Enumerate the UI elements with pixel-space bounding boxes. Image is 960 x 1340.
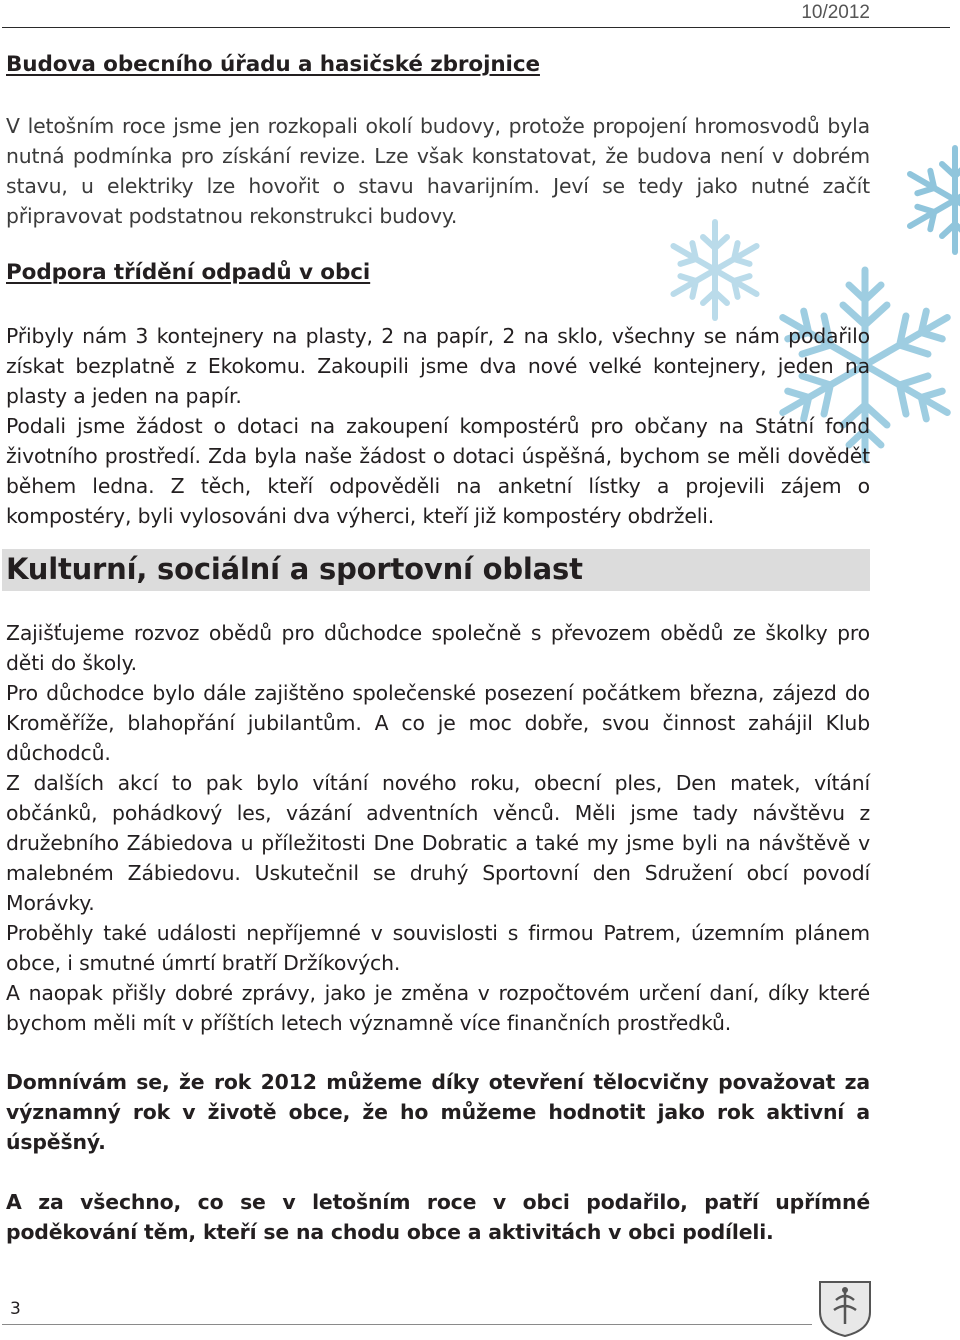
waste-paragraph-1: Přibyly nám 3 kontejnery na plasty, 2 na papír, 2 na sklo, všechny se nám podařilo získat bezplatně z Ekokomu. Zakoupili jsme dva nové velké kontejnery, jeden na plasty a jeden na papír. (6, 324, 870, 408)
culture-paragraph-1: Zajišťujeme rozvoz obědů pro důchodce společně s převozem obědů ze školky pro děti do školy. (6, 621, 870, 675)
village-crest-icon (816, 1278, 874, 1338)
culture-paragraph-2: Pro důchodce bylo dále zajištěno společenské posezení počátkem března, zájezd do Kroměříže, blahopřání jubilantům. A co je moc dobře, svou činnost zahájil Klub důchodců. (6, 681, 870, 765)
section-title-building: Budova obecního úřadu a hasičské zbrojnice (6, 52, 540, 77)
waste-paragraph-2: Podali jsme žádost o dotaci na zakoupení kompostérů pro občany na Státní fond životního prostředí. Zda byla naše žádost o dotaci úspěšná, bychom se měli dovědět během ledna. Z těch, kteří odpověděli na anketní lístky a projevili zájem o kompostéry, byli vylosováni dva výherci, kteří již kompostéry obdrželi. (6, 414, 870, 528)
closing-paragraph-2: A za všechno, co se v letošním roce v obci podařilo, patří upřímné poděkování těm, kteří se na chodu obce a aktivitách v obci podíleli. (6, 1190, 870, 1244)
culture-paragraph-5: A naopak přišly dobré zprávy, jako je změna v rozpočtovém určení daní, díky které bychom měli mít v příštích letech významně více finančních prostředků. (6, 981, 870, 1035)
section-text-building: V letošním roce jsme jen rozkopali okolí budovy, protože propojení hromosvodů byla nutná podmínka pro získání revize. Lze však konstatovat, že budova není v dobrém stavu, u elektriky lze hovořit o stavu havarijním. Jeví se tedy jako nutné začít připravovat podstatnou rekonstrukci budovy. (6, 114, 870, 228)
page-number: 3 (10, 1299, 21, 1319)
culture-paragraph-4: Proběhly také události nepříjemné v souvislosti s firmou Patrem, územním plánem obce, i smutné úmrtí bratří Držíkových. (6, 921, 870, 975)
snowflake-icon-corner (900, 140, 960, 260)
closing-paragraph-1: Domnívám se, že rok 2012 můžeme díky otevření tělocvičny považovat za významný rok v životě obce, že ho můžeme hodnotit jako rok aktivní a úspěšný. (6, 1070, 870, 1154)
issue-number: 10/2012 (801, 2, 870, 23)
section-title-culture: Kulturní, sociální a sportovní oblast (6, 552, 583, 586)
section-title-waste: Podpora třídění odpadů v obci (6, 260, 371, 285)
footer-rule (2, 1324, 812, 1325)
culture-paragraph-3: Z dalších akcí to pak bylo vítání nového roku, obecní ples, Den matek, vítání občánků, pohádkový les, vázání adventních věnců. Měli jsme tady návštěvu z družebního Zábiedova u příležitosti Dne Dobratic a také my jsme byli na návštěvě v malebném Zábiedovu. Uskutečnil se druhý Sportovní den Sdružení obcí povodí Morávky. (6, 771, 870, 915)
section-band (2, 549, 870, 591)
snowflake-icon-medium (665, 215, 765, 325)
header-rule (2, 27, 950, 28)
